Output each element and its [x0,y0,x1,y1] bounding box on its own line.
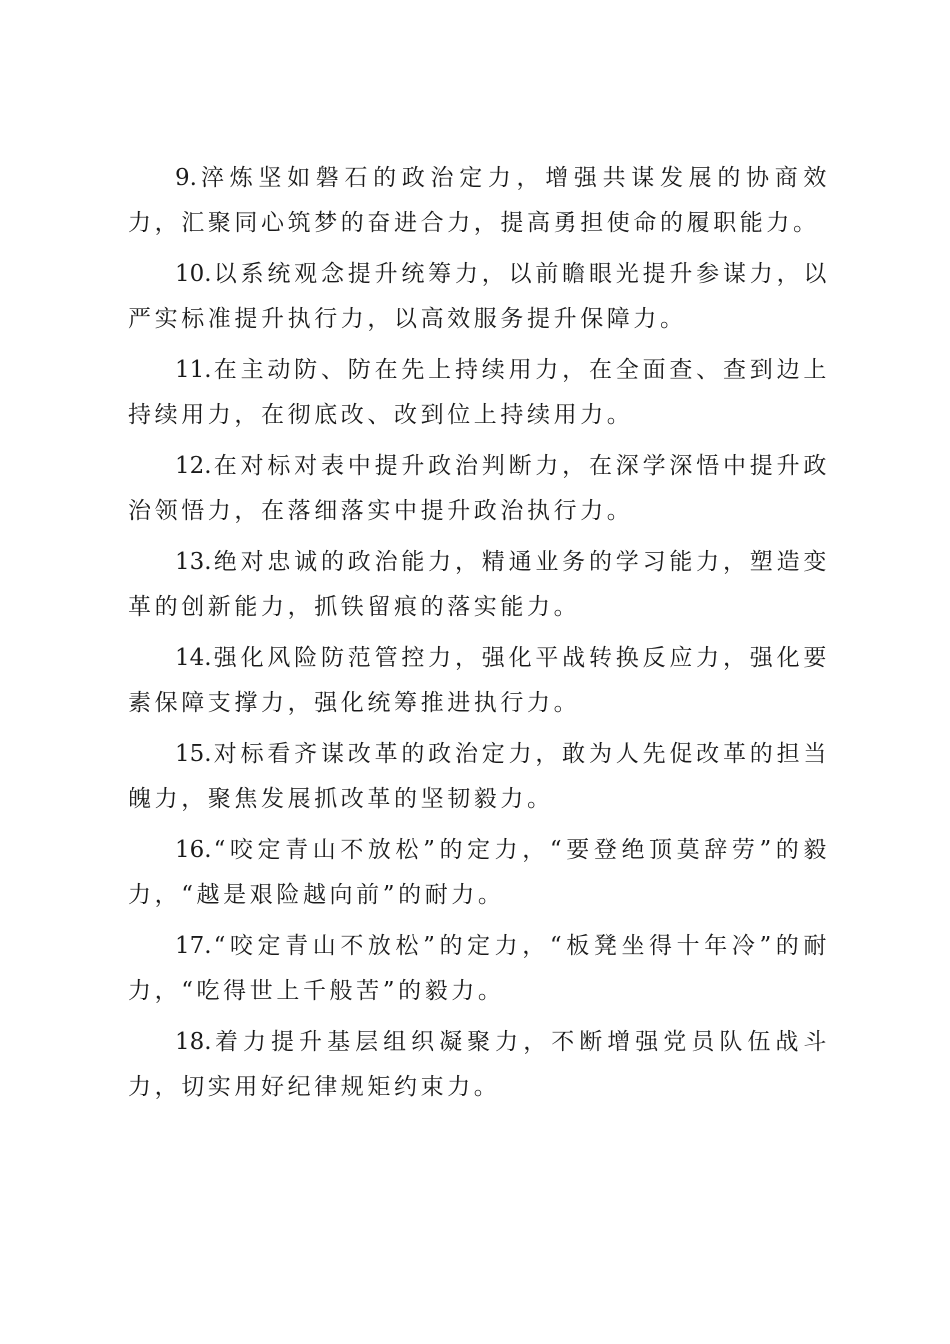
item-text: 强化风险防范管控力，强化平战转换反应力，强化要素保障支撑力，强化统筹推进执行力。 [128,645,830,716]
list-item [128,444,830,534]
item-number: 18. [175,1029,212,1055]
list-item [128,636,830,726]
list-item [128,540,830,630]
item-number: 12. [175,453,212,479]
item-text: 着力提升基层组织凝聚力，不断增强党员队伍战斗力，切实用好纪律规矩约束力。 [128,1029,830,1100]
item-text: 淬炼坚如磐石的政治定力，增强共谋发展的协商效力，汇聚同心筑梦的奋进合力，提高勇担使命的履职能力。 [128,165,830,236]
item-number: 11. [175,357,212,383]
document-body [128,156,830,1116]
list-item [128,924,830,1014]
item-number: 14. [175,645,212,671]
item-number: 16. [175,837,212,863]
item-text: “咬定青山不放松”的定力，“板凳坐得十年冷”的耐力，“吃得世上千般苦”的毅力。 [128,933,830,1004]
list-item [128,732,830,822]
item-number: 9. [175,165,197,191]
item-text: 在对标对表中提升政治判断力，在深学深悟中提升政治领悟力，在落细落实中提升政治执行力。 [128,453,830,524]
list-item [128,348,830,438]
item-text: “咬定青山不放松”的定力，“要登绝顶莫辞劳”的毅力，“越是艰险越向前”的耐力。 [128,837,830,908]
list-item [128,156,830,246]
list-item [128,252,830,342]
list-item [128,1020,830,1110]
item-text: 对标看齐谋改革的政治定力，敢为人先促改革的担当魄力，聚焦发展抓改革的坚韧毅力。 [128,741,830,812]
item-number: 15. [175,741,212,767]
item-text: 绝对忠诚的政治能力，精通业务的学习能力，塑造变革的创新能力，抓铁留痕的落实能力。 [128,549,830,620]
item-text: 以系统观念提升统筹力，以前瞻眼光提升参谋力，以严实标准提升执行力，以高效服务提升保障力。 [128,261,830,332]
item-number: 17. [175,933,212,959]
list-item [128,828,830,918]
item-text: 在主动防、防在先上持续用力，在全面查、查到边上持续用力，在彻底改、改到位上持续用力。 [128,357,830,428]
item-number: 10. [175,261,212,287]
item-number: 13. [175,549,212,575]
